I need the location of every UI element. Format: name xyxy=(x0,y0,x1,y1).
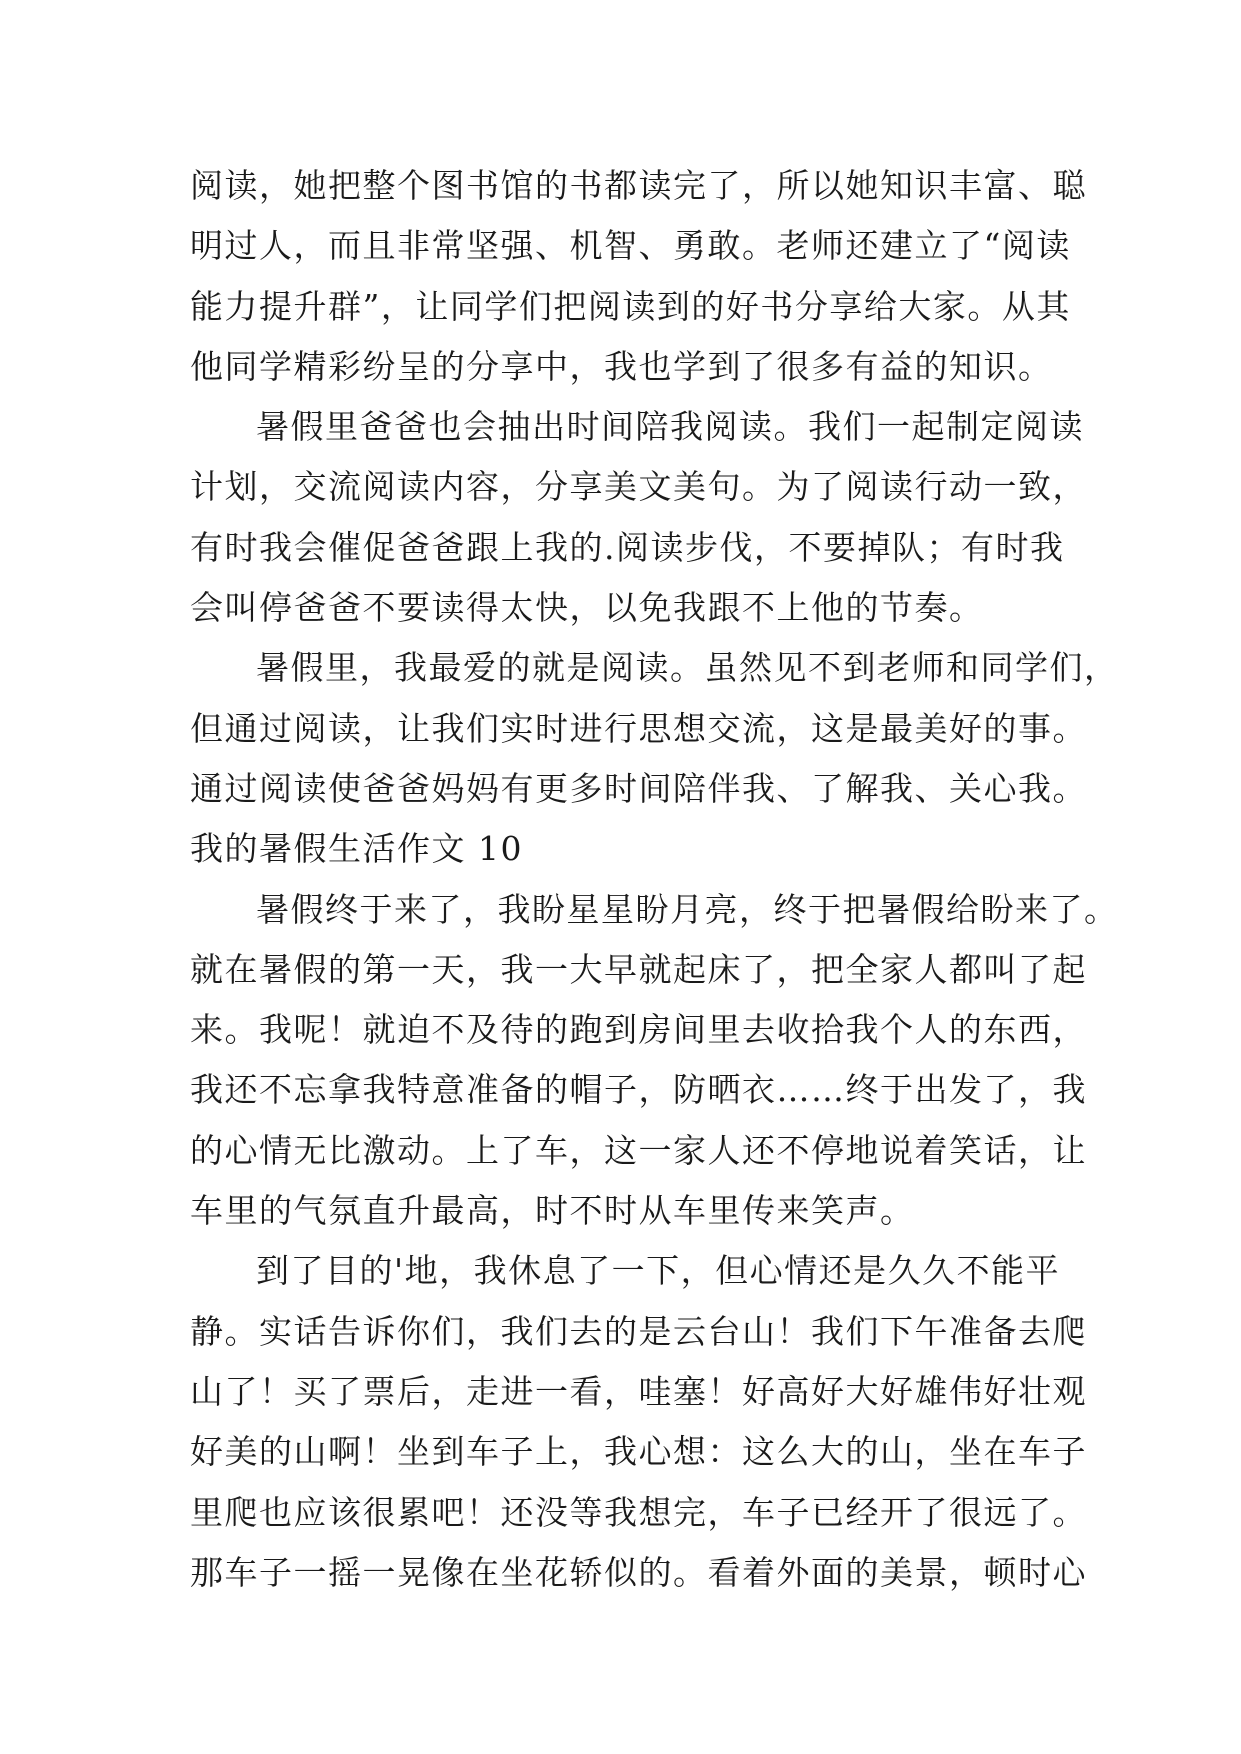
text-line-4: 他同学精彩纷呈的分享中，我也学到了很多有益的知识。 xyxy=(190,346,1053,386)
text-line-15: 来。我呢！就迫不及待的跑到房间里去收拾我个人的东西， xyxy=(190,1010,1087,1050)
paragraph-start-line-13: 暑假终于来了，我盼星星盼月亮，终于把暑假给盼来了。 xyxy=(256,889,1119,929)
text-line-3: 能力提升群”，让同学们把阅读到的好书分享给大家。从其 xyxy=(190,286,1071,326)
paragraph-start-line-5: 暑假里爸爸也会抽出时间陪我阅读。我们一起制定阅读 xyxy=(256,407,1084,447)
essay-body xyxy=(190,156,1119,1603)
text-line-14: 就在暑假的第一天，我一大早就起床了，把全家人都叫了起 xyxy=(190,949,1087,989)
text-line-1: 阅读，她把整个图书馆的书都读完了，所以她知识丰富、聪 xyxy=(190,166,1087,205)
text-line-17: 的心情无比激动。上了车，这一家人还不停地说着笑话，让 xyxy=(190,1130,1087,1170)
text-line-8: 会叫停爸爸不要读得太快，以免我跟不上他的节奏。 xyxy=(190,588,984,628)
text-line-20: 静。实话告诉你们，我们去的是云台山！我们下午准备去爬 xyxy=(190,1311,1087,1351)
text-line-7: 有时我会催促爸爸跟上我的.阅读步伐，不要掉队；有时我 xyxy=(190,527,1065,567)
text-line-16: 我还不忘拿我特意准备的帽子，防晒衣……终于出发了，我 xyxy=(190,1070,1087,1110)
text-line-2: 明过人，而且非常坚强、机智、勇敢。老师还建立了“阅读 xyxy=(190,226,1071,266)
section-heading: 我的暑假生活作文 10 xyxy=(190,829,523,869)
text-line-10: 但通过阅读，让我们实时进行思想交流，这是最美好的事。 xyxy=(190,708,1087,748)
text-line-22: 好美的山啊！坐到车子上，我心想：这么大的山，坐在车子 xyxy=(190,1432,1087,1472)
paragraph-start-line-9: 暑假里，我最爱的就是阅读。虽然见不到老师和同学们， xyxy=(256,648,1119,688)
paragraph-start-line-19: 到了目的'地，我休息了一下，但心情还是久久不能平 xyxy=(256,1251,1061,1291)
text-line-11: 通过阅读使爸爸妈妈有更多时间陪伴我、了解我、关心我。 xyxy=(190,768,1087,808)
text-line-18: 车里的气氛直升最高，时不时从车里传来笑声。 xyxy=(190,1191,915,1231)
text-line-24: 那车子一摇一晃像在坐花轿似的。看着外面的美景，顿时心 xyxy=(190,1552,1087,1592)
text-line-6: 计划，交流阅读内容，分享美文美句。为了阅读行动一致， xyxy=(190,467,1087,507)
text-line-21: 山了！买了票后，走进一看，哇塞！好高好大好雄伟好壮观 xyxy=(190,1371,1087,1411)
text-line-23: 里爬也应该很累吧！还没等我想完，车子已经开了很远了。 xyxy=(190,1492,1087,1532)
